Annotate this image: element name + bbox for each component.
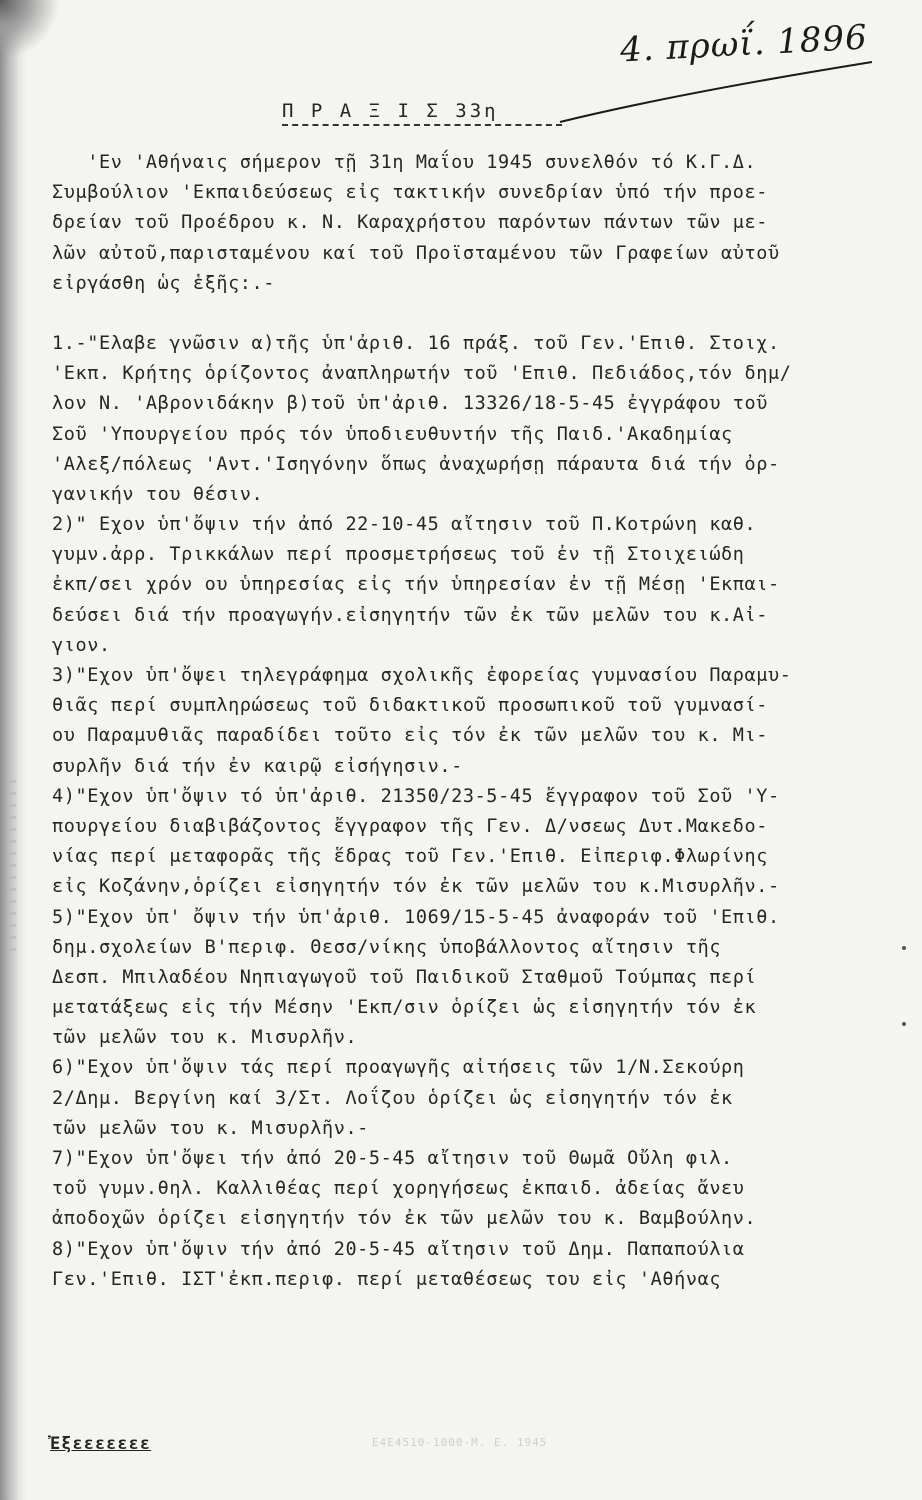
edge-dot (902, 1022, 906, 1026)
text-line: δημ.σχολείων Β'περιφ. Θεσσ/νίκης ὑποβάλλοντος αἴτησιν τῆς (52, 936, 722, 958)
text-line: ἀποδοχῶν ὁρίζει εἰσηγητήν τόν ἐκ τῶν μελῶν του κ. Βαμβούλην. (52, 1208, 757, 1230)
text-line: εἰργάσθη ὡς ἑξῆς:.- (52, 272, 276, 294)
text-line: λῶν αὐτοῦ,παρισταμένου καί τοῦ Προϊσταμένου τῶν Γραφείων αὐτοῦ (52, 242, 780, 264)
text-line: πουργείου διαβιβάζοντος ἔγγραφον τῆς Γεν. Δ/νσεως Δυτ.Μακεδο- (52, 815, 769, 837)
text-line: λον Ν. 'Αβρονιδάκην β)τοῦ ὑπ'ἀριθ. 13326/18-5-45 ἐγγράφου τοῦ (52, 393, 769, 415)
page-shadow-edge (0, 0, 26, 1500)
title-underline (282, 124, 562, 126)
text-line: 3)"Εχον ὑπ'ὄψει τηλεγράφημα σχολικῆς ἐφορείας γυμνασίου Παραμυ- (52, 665, 792, 686)
text-line: ου Παραμυθιᾶς παραδίδει τοῦτο εἰς τόν ἐκ τῶν μελῶν του κ. Μι- (52, 725, 769, 747)
text-line: 4)"Εχον ὑπ'ὄψιν τό ὑπ'ἀριθ. 21350/23-5-45 ἔγγραφον τοῦ Σοῦ 'Υ- (52, 785, 780, 807)
text-line: ἐκπ/σει χρόν ου ὑπηρεσίας εἰς τήν ὑπηρεσίαν ἐν τῇ Μέσῃ 'Εκπαι- (52, 574, 780, 596)
text-line: 'Αλεξ/πόλεως 'Αντ.'Ισηγόνην ὅπως ἀναχωρήσῃ πάραυτα διά τήν ὀρ- (52, 453, 780, 475)
document-body (52, 148, 892, 1295)
text-line: 5)"Εχον ὑπ' ὄψιν τήν ὑπ'ἀριθ. 1069/15-5-45 ἀναφοράν τοῦ 'Επιθ. (52, 906, 780, 928)
text-line: Συμβούλιον 'Εκπαιδεύσεως εἰς τακτικήν συνεδρίαν ὑπό τήν προε- (52, 182, 769, 204)
footer-mark: Ἐξεεεεεεε (50, 1434, 152, 1454)
text-line: τῶν μελῶν του κ. Μισυρλῆν.- (52, 1117, 369, 1139)
text-line: 2/Δημ. Βεργίνη καί 3/Στ. Λοΐζου ὁρίζει ὡς εἰσηγητήν τόν ἐκ (52, 1087, 733, 1109)
text-line: γιον. (52, 634, 111, 656)
text-line: δρείαν τοῦ Προέδρου κ. Ν. Καραχρήστου παρόντων πάντων τῶν με- (52, 212, 769, 234)
text-line: 6)"Εχον ὑπ'ὄψιν τάς περί προαγωγῆς αἰτήσεις τῶν 1/Ν.Σεκούρη (52, 1057, 745, 1079)
text-line: εἰς Κοζάνην,ὁρίζει εἰσηγητήν τόν ἐκ τῶν μελῶν του κ.Μισυρλῆν.- (52, 876, 780, 898)
intro-paragraph (52, 148, 892, 299)
text-line: θιᾶς περί συμπληρώσεως τοῦ διδακτικοῦ προσωπικοῦ τοῦ γυμνασί- (52, 695, 769, 717)
text-line: 1.-"Ελαβε γνῶσιν α)τῆς ὑπ'ἀριθ. 16 πράξ. τοῦ Γεν.'Επιθ. Στοιχ. (52, 332, 780, 354)
text-line: Σοῦ 'Υπουργείου πρός τόν ὑποδιευθυντήν τῆς Παιδ.'Ακαδημίας (52, 423, 733, 445)
pen-stroke (0, 0, 922, 160)
text-line: συρλῆν διά τήν ἐν καιρῷ εἰσήγησιν.- (52, 755, 463, 777)
document-title: Π Ρ Α Ξ Ι Σ 33η (282, 100, 499, 122)
text-line: 2)" Εχον ὑπ'ὄψιν τήν ἀπό 22-10-45 αἴτησιν τοῦ Π.Κοτρώνη καθ. (52, 514, 757, 536)
text-line: γυμν.ἀρρ. Τρικκάλων περί προσμετρήσεως τοῦ ἐν τῇ Στοιχειώδη (52, 544, 745, 566)
agenda-items (52, 329, 892, 1295)
text-line: Γεν.'Επιθ. ΙΣΤ'ἐκπ.περιφ. περί μεταθέσεως του εἰς 'Αθήνας (52, 1268, 722, 1290)
handwritten-date: 4. πρωΐ. 1896 (619, 17, 869, 71)
text-line: μετατάξεως εἰς τήν Μέσην 'Εκπ/σιν ὁρίζει ὡς εἰσηγητήν τόν ἐκ (52, 997, 757, 1019)
text-line: Δεσπ. Μπιλαδέου Νηπιαγωγοῦ τοῦ Παιδικοῦ Σταθμοῦ Τούμπας περί (52, 966, 757, 988)
text-line: 'Εκπ. Κρήτης ὁρίζοντος ἀναπληρωτήν τοῦ 'Επιθ. Πεδιάδος,τόν δημ/ (52, 363, 792, 385)
text-line: τῶν μελῶν του κ. Μισυρλῆν. (52, 1027, 358, 1049)
text-line: δεύσει διά τήν προαγωγήν.εἰσηγητήν τῶν ἐκ τῶν μελῶν του κ.Αἰ- (52, 604, 769, 626)
text-line: 'Εν 'Αθήναις σήμερον τῇ 31η Μαΐου 1945 συνελθόν τό Κ.Γ.Δ. (52, 152, 757, 173)
margin-marks (10, 780, 16, 960)
text-line: τοῦ γυμν.θηλ. Καλλιθέας περί χορηγήσεως ἐκπαιδ. ἀδείας ἄνευ (52, 1178, 745, 1200)
text-line: νίας περί μεταφορᾶς τῆς ἕδρας τοῦ Γεν.'Επιθ. Εἰπεριφ.Φλωρίνης (52, 846, 769, 868)
text-line: γανικήν του θέσιν. (52, 483, 264, 505)
text-line: 7)"Εχον ὑπ'ὄψει τήν ἀπό 20-5-45 αἴτησιν τοῦ Θωμᾶ Οὔλη φιλ. (52, 1148, 733, 1169)
paragraph-gap (52, 299, 892, 329)
text-line: 8)"Εχον ὑπ'ὄψιν τήν ἀπό 20-5-45 αἴτησιν τοῦ Δημ. Παπαπούλια (52, 1238, 745, 1260)
edge-dot (902, 946, 906, 950)
faint-print-stamp: Ε4Ε4510-1000-Μ. Ε. 1945 (372, 1436, 548, 1449)
